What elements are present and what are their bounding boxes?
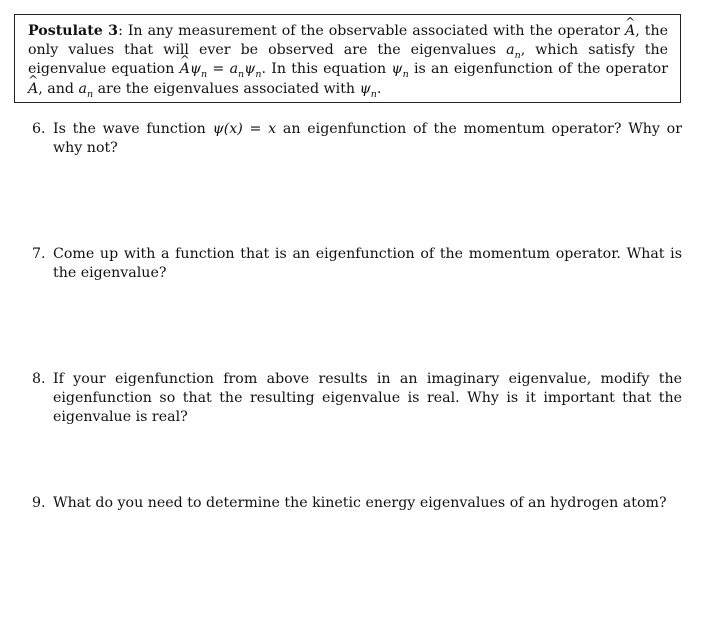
question-9	[32, 494, 682, 513]
question-7	[32, 245, 682, 283]
operator-a-hat: ^ A	[625, 22, 635, 41]
question-8	[32, 370, 682, 428]
postulate-text-5: is an eigenfunction of the operator	[408, 61, 668, 78]
question-6	[32, 120, 682, 158]
question-number: 6.	[32, 121, 46, 137]
eigenvalue-equation: ^ $A\psi_n = a_n\psi_n$	[180, 61, 262, 77]
postulate-text-7: are the eigenvalues associated with	[93, 80, 360, 97]
psi-n-symbol-2: $\psi_n$	[359, 80, 377, 100]
psi-n-symbol: $\psi_n$	[391, 61, 409, 81]
question-number: 7.	[32, 246, 46, 262]
question-number: 9.	[32, 495, 46, 511]
wave-function-math: ψ(x) = x	[212, 121, 277, 137]
postulate-period: .	[376, 80, 382, 97]
postulate-paragraph	[28, 22, 668, 99]
postulate-text-4: . In this equation	[261, 61, 392, 78]
postulate-text-6: , and	[38, 80, 79, 97]
postulate-text-1: : In any measurement of the observable associated with the operator	[118, 23, 625, 39]
postulate-title: Postulate 3	[28, 23, 119, 39]
postulate-text-2: , the only values that will ever be observed are the eigenvalues	[28, 23, 668, 59]
question-text: Come up with a function that is an eigenfunction of the momentum operator. What is the eigenvalue?	[53, 246, 682, 282]
question-text: If your eigenfunction from above results in an imaginary eigenvalue, modify the eigenfunction so that the resulting eigenvalue is real. Why is it important that the eigenvalue is real?	[53, 371, 682, 426]
question-number: 8.	[32, 371, 46, 387]
question-text: What do you need to determine the kinetic energy eigenvalues of an hydrogen atom?	[53, 495, 667, 511]
postulate-text-3: , which satisfy the eigenvalue equation	[28, 42, 668, 78]
question-text: Is the wave function ψ(x) = x an eigenfunction of the momentum operator? Why or why not?	[53, 121, 683, 157]
eigenvalue-symbol-2: $a_n$	[78, 80, 94, 100]
eigenvalue-symbol: $a_n$	[506, 42, 521, 62]
operator-a-hat-2: ^ A	[28, 80, 38, 99]
postulate-box	[14, 14, 681, 103]
